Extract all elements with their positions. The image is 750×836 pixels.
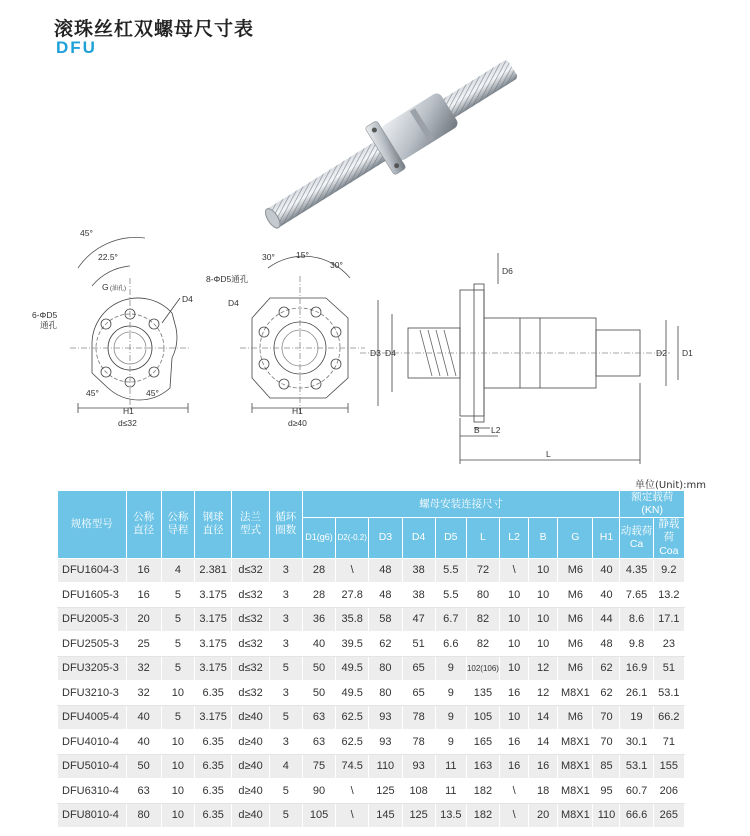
cell-d5: 11 [435, 754, 466, 779]
table-row [58, 583, 685, 608]
cell-nominal-d: 32 [126, 656, 161, 681]
cell-d4: 93 [402, 754, 435, 779]
cell-h1: 70 [593, 705, 620, 730]
cell-ca: 19 [620, 705, 653, 730]
cell-l: 135 [466, 681, 499, 706]
cell-d2: 27.8 [336, 583, 369, 608]
cell-circuits: 3 [269, 730, 302, 755]
label-angle-c: 30° [330, 260, 343, 270]
cell-d3: 48 [369, 583, 402, 608]
cell-g: M6 [558, 583, 593, 608]
cell-ca: 7.65 [620, 583, 653, 608]
cell-ca: 26.1 [620, 681, 653, 706]
cell-model: DFU8010-4 [58, 803, 127, 828]
label-d-cond-left: d≤32 [118, 418, 137, 428]
cell-h1: 110 [593, 803, 620, 828]
cell-b: 18 [529, 779, 558, 804]
label-d4-side: D4 [385, 348, 396, 358]
cell-lead: 10 [161, 754, 194, 779]
label-d1: D1 [682, 348, 693, 358]
unit-note: 单位(Unit):mm [634, 480, 706, 491]
cell-b: 14 [529, 730, 558, 755]
cell-flange-type: d≥40 [232, 705, 269, 730]
cell-d3: 145 [369, 803, 402, 828]
header-ball: 钢球 直径 [194, 491, 231, 559]
label-angle-a: 30° [262, 252, 275, 262]
cell-l2: 10 [500, 583, 529, 608]
cell-lead: 10 [161, 681, 194, 706]
cell-l2: \ [500, 803, 529, 828]
label-l2: L2 [491, 425, 501, 435]
cell-ball-dia: 6.35 [194, 754, 231, 779]
cell-b: 16 [529, 754, 558, 779]
cell-circuits: 3 [269, 632, 302, 657]
cell-d1: 40 [302, 632, 335, 657]
cell-g: M8X1 [558, 730, 593, 755]
flange-view-small [70, 237, 190, 413]
cell-l: 80 [466, 583, 499, 608]
cell-d5: 9 [435, 656, 466, 681]
cell-nominal-d: 80 [126, 803, 161, 828]
cell-coa: 13.2 [653, 583, 684, 608]
cell-circuits: 3 [269, 681, 302, 706]
cell-coa: 17.1 [653, 607, 684, 632]
cell-d5: 5.5 [435, 583, 466, 608]
cell-g: M8X1 [558, 779, 593, 804]
label-l: L [546, 449, 551, 459]
header-d4: D4 [402, 518, 435, 558]
cell-b: 10 [529, 583, 558, 608]
cell-d4: 108 [402, 779, 435, 804]
header-l: L [466, 518, 499, 558]
label-g-sub: (油孔) [110, 286, 126, 292]
cell-l2: 16 [500, 754, 529, 779]
cell-h1: 40 [593, 583, 620, 608]
table-row [58, 803, 685, 828]
cell-ca: 30.1 [620, 730, 653, 755]
cell-g: M8X1 [558, 681, 593, 706]
cell-circuits: 3 [269, 583, 302, 608]
label-h1-middle: H1 [292, 406, 303, 416]
cell-g: M8X1 [558, 754, 593, 779]
cell-d2: 35.8 [336, 607, 369, 632]
header-b: B [529, 518, 558, 558]
label-angle-inner: 22.5° [98, 252, 118, 262]
cell-d1: 50 [302, 656, 335, 681]
cell-d4: 38 [402, 583, 435, 608]
cell-nominal-d: 20 [126, 607, 161, 632]
cell-d1: 90 [302, 779, 335, 804]
cell-d3: 125 [369, 779, 402, 804]
cell-model: DFU4005-4 [58, 705, 127, 730]
cell-coa: 9.2 [653, 558, 684, 583]
cell-h1: 62 [593, 681, 620, 706]
label-d4-middle: D4 [228, 298, 239, 308]
cell-h1: 62 [593, 656, 620, 681]
cell-model: DFU1605-3 [58, 583, 127, 608]
label-d-cond-middle: d≥40 [288, 418, 307, 428]
cell-g: M6 [558, 607, 593, 632]
cell-coa: 53.1 [653, 681, 684, 706]
table-row [58, 558, 685, 583]
cell-l2: \ [500, 779, 529, 804]
cell-nominal-d: 16 [126, 583, 161, 608]
cell-nominal-d: 25 [126, 632, 161, 657]
cell-ca: 4.35 [620, 558, 653, 583]
cell-coa: 155 [653, 754, 684, 779]
cell-ball-dia: 3.175 [194, 656, 231, 681]
page-title: 滚珠丝杠双螺母尺寸表 [54, 18, 255, 40]
header-circuits: 循环 圈数 [269, 491, 302, 559]
cell-d3: 62 [369, 632, 402, 657]
header-d2: D2(-0.2) [336, 518, 369, 558]
cell-d1: 50 [302, 681, 335, 706]
cell-l2: 16 [500, 730, 529, 755]
table-row [58, 656, 685, 681]
page-subtitle: DFU [56, 38, 97, 57]
cell-nominal-d: 63 [126, 779, 161, 804]
cell-flange-type: d≥40 [232, 779, 269, 804]
header-coa: 静载荷 Coa [653, 518, 684, 558]
cell-lead: 5 [161, 632, 194, 657]
cell-ca: 60.7 [620, 779, 653, 804]
cell-d3: 48 [369, 558, 402, 583]
cell-ball-dia: 6.35 [194, 730, 231, 755]
cell-circuits: 5 [269, 803, 302, 828]
cell-nominal-d: 16 [126, 558, 161, 583]
cell-b: 14 [529, 705, 558, 730]
table-row [58, 754, 685, 779]
cell-d4: 47 [402, 607, 435, 632]
cell-nominal-d: 32 [126, 681, 161, 706]
label-hole-middle: 8-ΦD5通孔 [206, 274, 249, 284]
cell-model: DFU2005-3 [58, 607, 127, 632]
header-group-load: 额定载荷(KN) [620, 491, 685, 518]
cell-d4: 38 [402, 558, 435, 583]
cell-d2: 49.5 [336, 681, 369, 706]
cell-ball-dia: 6.35 [194, 779, 231, 804]
header-flange: 法兰 型式 [232, 491, 269, 559]
cell-h1: 95 [593, 779, 620, 804]
cell-d4: 51 [402, 632, 435, 657]
cell-coa: 23 [653, 632, 684, 657]
cell-d2: 62.5 [336, 730, 369, 755]
header-model: 规格型号 [58, 491, 127, 559]
cell-b: 12 [529, 681, 558, 706]
cell-d1: 75 [302, 754, 335, 779]
label-d4-left: D4 [182, 294, 193, 304]
cell-b: 20 [529, 803, 558, 828]
cell-d1: 63 [302, 705, 335, 730]
header-lead: 公称 导程 [161, 491, 194, 559]
cell-ball-dia: 3.175 [194, 583, 231, 608]
cell-flange-type: d≤32 [232, 583, 269, 608]
cell-lead: 5 [161, 705, 194, 730]
cell-l: 182 [466, 779, 499, 804]
cell-ball-dia: 3.175 [194, 705, 231, 730]
flange-view-large [240, 256, 365, 416]
cell-ca: 53.1 [620, 754, 653, 779]
cell-g: M6 [558, 705, 593, 730]
cell-l2: 10 [500, 656, 529, 681]
cell-d2: 62.5 [336, 705, 369, 730]
cell-d5: 9 [435, 681, 466, 706]
cell-lead: 5 [161, 607, 194, 632]
cell-h1: 85 [593, 754, 620, 779]
cell-model: DFU6310-4 [58, 779, 127, 804]
header-d3: D3 [369, 518, 402, 558]
table-row [58, 632, 685, 657]
cell-nominal-d: 40 [126, 730, 161, 755]
cell-l: 182 [466, 803, 499, 828]
cell-d3: 58 [369, 607, 402, 632]
label-h1-left: H1 [123, 406, 134, 416]
cell-ca: 8.6 [620, 607, 653, 632]
cell-d2: 74.5 [336, 754, 369, 779]
cell-flange-type: d≤32 [232, 656, 269, 681]
cell-b: 12 [529, 656, 558, 681]
cell-g: M6 [558, 656, 593, 681]
cell-d1: 28 [302, 583, 335, 608]
cell-d1: 28 [302, 558, 335, 583]
cell-l: 82 [466, 607, 499, 632]
cell-d2: \ [336, 779, 369, 804]
cell-model: DFU3210-3 [58, 681, 127, 706]
table-row [58, 681, 685, 706]
cell-lead: 5 [161, 583, 194, 608]
cell-circuits: 3 [269, 607, 302, 632]
header-group-nut-dims: 螺母安装连接尺寸 [302, 491, 620, 518]
cell-circuits: 5 [269, 656, 302, 681]
cell-model: DFU5010-4 [58, 754, 127, 779]
cell-flange-type: d≥40 [232, 803, 269, 828]
cell-g: M6 [558, 558, 593, 583]
cell-d5: 13.5 [435, 803, 466, 828]
cell-circuits: 5 [269, 779, 302, 804]
cell-ball-dia: 6.35 [194, 681, 231, 706]
cell-flange-type: d≤32 [232, 632, 269, 657]
cell-h1: 70 [593, 730, 620, 755]
cell-l: 72 [466, 558, 499, 583]
cell-coa: 206 [653, 779, 684, 804]
cell-lead: 10 [161, 779, 194, 804]
cell-b: 10 [529, 607, 558, 632]
cell-d3: 80 [369, 681, 402, 706]
cell-circuits: 3 [269, 558, 302, 583]
table-row [58, 607, 685, 632]
cell-d1: 36 [302, 607, 335, 632]
cell-d1: 63 [302, 730, 335, 755]
cell-d4: 65 [402, 656, 435, 681]
label-hole-sub: 通孔 [40, 320, 58, 330]
cell-ca: 66.6 [620, 803, 653, 828]
label-angle-br: 45° [146, 388, 159, 398]
label-d2: D2 [656, 348, 667, 358]
cell-l2: 16 [500, 681, 529, 706]
cell-lead: 10 [161, 730, 194, 755]
header-d1: D1(g6) [302, 518, 335, 558]
cell-h1: 44 [593, 607, 620, 632]
cell-ball-dia: 3.175 [194, 632, 231, 657]
table-row [58, 730, 685, 755]
cell-lead: 10 [161, 803, 194, 828]
cell-d2: 39.5 [336, 632, 369, 657]
spec-table [57, 490, 685, 828]
table-row [58, 705, 685, 730]
cell-l2: 10 [500, 607, 529, 632]
cell-d5: 6.7 [435, 607, 466, 632]
cell-circuits: 5 [269, 705, 302, 730]
cell-d3: 110 [369, 754, 402, 779]
cell-l2: 10 [500, 705, 529, 730]
cell-d5: 5.5 [435, 558, 466, 583]
cell-coa: 66.2 [653, 705, 684, 730]
cell-g: M6 [558, 632, 593, 657]
cell-d2: 49.5 [336, 656, 369, 681]
cell-d3: 93 [369, 705, 402, 730]
cell-l: 102(106) [466, 656, 499, 681]
cell-circuits: 4 [269, 754, 302, 779]
cell-flange-type: d≤32 [232, 681, 269, 706]
cell-ball-dia: 3.175 [194, 607, 231, 632]
cell-ca: 9.8 [620, 632, 653, 657]
technical-drawings [30, 228, 730, 478]
cell-l: 165 [466, 730, 499, 755]
cell-ball-dia: 6.35 [194, 803, 231, 828]
header-ca: 动载荷 Ca [620, 518, 653, 558]
cell-d4: 78 [402, 730, 435, 755]
label-hole-left: 6-ΦD5 [32, 310, 58, 320]
label-angle-b: 15° [296, 250, 309, 260]
cell-l2: \ [500, 558, 529, 583]
cell-h1: 40 [593, 558, 620, 583]
cell-model: DFU1604-3 [58, 558, 127, 583]
cell-l2: 10 [500, 632, 529, 657]
cell-b: 10 [529, 558, 558, 583]
header-d5: D5 [435, 518, 466, 558]
header-h1: H1 [593, 518, 620, 558]
label-d6: D6 [502, 266, 513, 276]
cell-ca: 16.9 [620, 656, 653, 681]
cell-d2: \ [336, 803, 369, 828]
cell-d5: 11 [435, 779, 466, 804]
cell-l: 163 [466, 754, 499, 779]
cell-d5: 9 [435, 730, 466, 755]
cell-nominal-d: 50 [126, 754, 161, 779]
table-row [58, 779, 685, 804]
nut-side-view [360, 253, 678, 464]
cell-d4: 78 [402, 705, 435, 730]
cell-d1: 105 [302, 803, 335, 828]
cell-coa: 51 [653, 656, 684, 681]
label-d3: D3 [370, 348, 381, 358]
cell-coa: 265 [653, 803, 684, 828]
cell-model: DFU2505-3 [58, 632, 127, 657]
label-angle-bl: 45° [86, 388, 99, 398]
cell-d5: 9 [435, 705, 466, 730]
cell-coa: 71 [653, 730, 684, 755]
label-angle-top: 45° [80, 228, 93, 238]
header-l2: L2 [500, 518, 529, 558]
cell-nominal-d: 40 [126, 705, 161, 730]
ball-screw-photo [240, 62, 530, 232]
cell-flange-type: d≥40 [232, 754, 269, 779]
cell-b: 10 [529, 632, 558, 657]
header-nominal-d: 公称 直径 [126, 491, 161, 559]
cell-l: 105 [466, 705, 499, 730]
cell-d5: 6.6 [435, 632, 466, 657]
cell-flange-type: d≤32 [232, 607, 269, 632]
cell-flange-type: d≥40 [232, 730, 269, 755]
cell-d3: 93 [369, 730, 402, 755]
cell-lead: 4 [161, 558, 194, 583]
cell-d3: 80 [369, 656, 402, 681]
cell-h1: 48 [593, 632, 620, 657]
label-b: B [474, 425, 480, 435]
cell-d4: 65 [402, 681, 435, 706]
cell-d2: \ [336, 558, 369, 583]
cell-g: M8X1 [558, 803, 593, 828]
cell-d4: 125 [402, 803, 435, 828]
label-g: G [102, 282, 109, 292]
cell-model: DFU3205-3 [58, 656, 127, 681]
cell-flange-type: d≤32 [232, 558, 269, 583]
header-g: G [558, 518, 593, 558]
cell-model: DFU4010-4 [58, 730, 127, 755]
cell-lead: 5 [161, 656, 194, 681]
cell-l: 82 [466, 632, 499, 657]
cell-ball-dia: 2.381 [194, 558, 231, 583]
